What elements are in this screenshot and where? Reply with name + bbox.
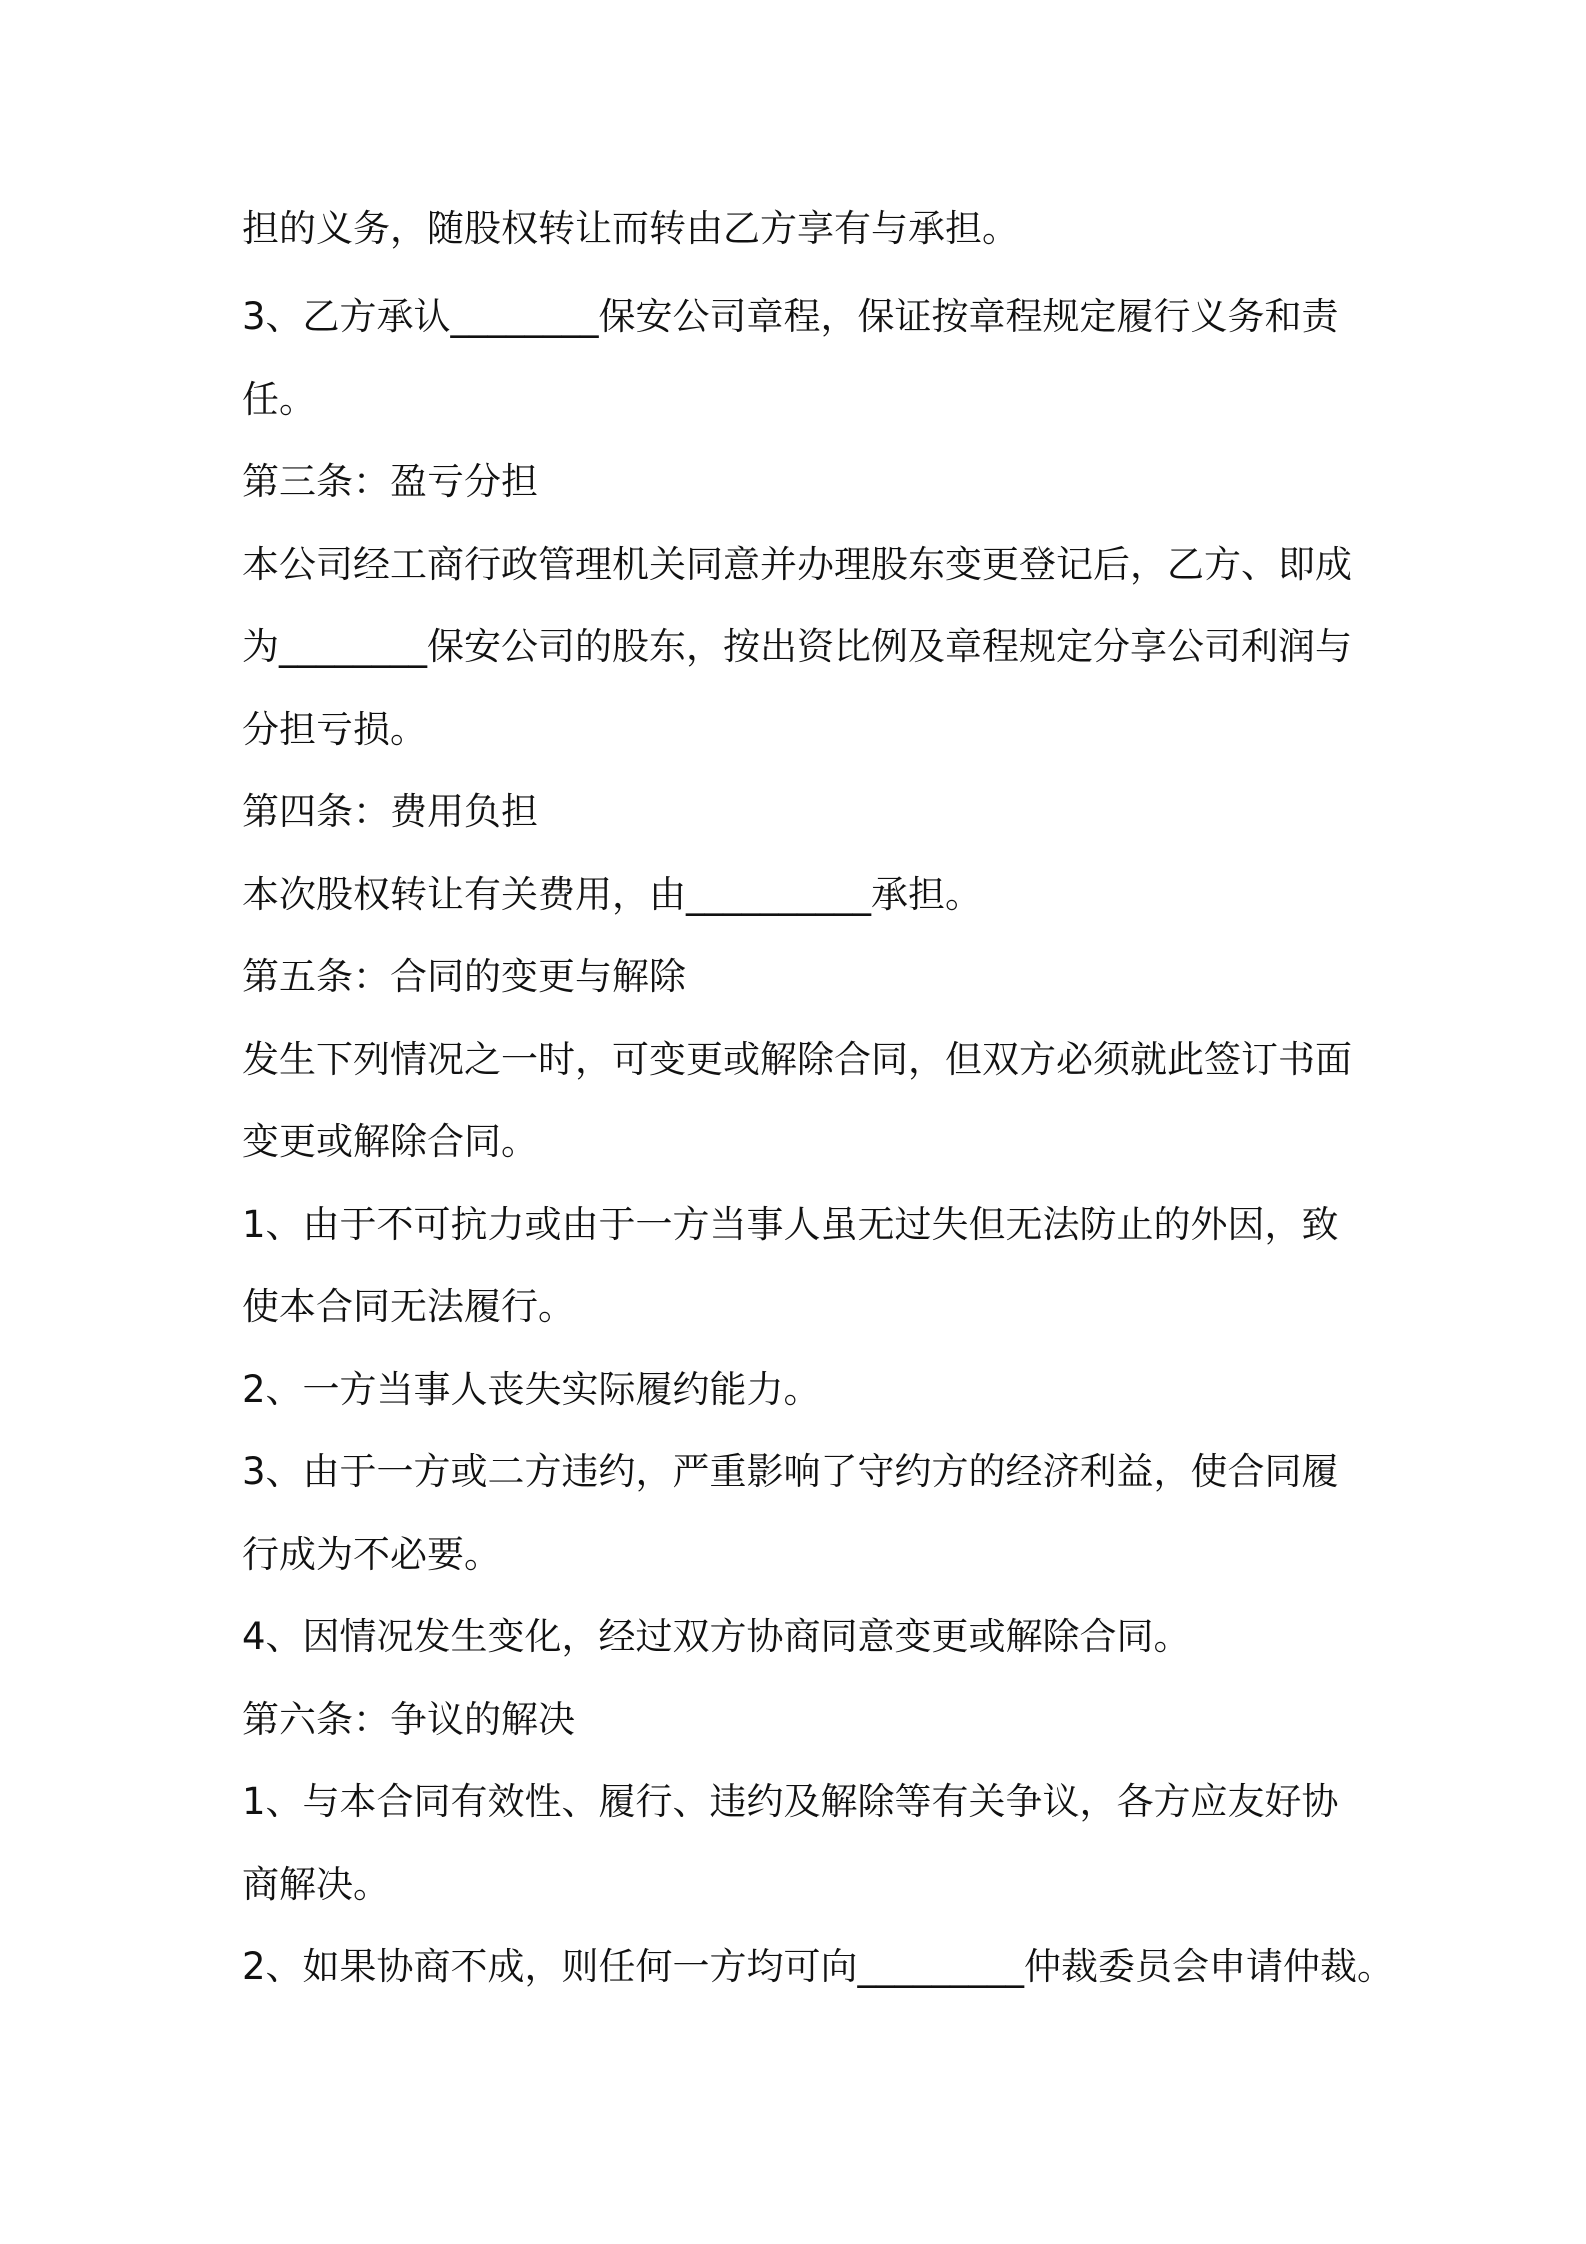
- paragraph-line: 3、由于一方或二方违约，严重影响了守约方的经济利益，使合同履: [242, 1450, 1339, 1493]
- section-heading: 第五条：合同的变更与解除: [242, 955, 686, 998]
- paragraph-line: 3、乙方承认________保安公司章程，保证按章程规定履行义务和责: [242, 295, 1339, 338]
- paragraph-line: 变更或解除合同。: [242, 1120, 538, 1163]
- paragraph-line: 2、如果协商不成，则任何一方均可向_________仲裁委员会申请仲裁。: [242, 1945, 1395, 1988]
- paragraph-line: 分担亏损。: [242, 707, 427, 751]
- paragraph-line: 行成为不必要。: [242, 1532, 501, 1576]
- paragraph-line: 担的义务，随股权转让而转由乙方享有与承担。: [242, 207, 1019, 250]
- paragraph-line: 2、一方当事人丧失实际履约能力。: [242, 1367, 821, 1411]
- paragraph-line: 4、因情况发生变化，经过双方协商同意变更或解除合同。: [242, 1615, 1191, 1658]
- paragraph-line: 本次股权转让有关费用，由__________承担。: [242, 872, 982, 916]
- paragraph-line: 为________保安公司的股东，按出资比例及章程规定分享公司利润与: [242, 625, 1352, 668]
- paragraph-line: 使本合同无法履行。: [242, 1285, 575, 1328]
- paragraph-line: 1、与本合同有效性、履行、违约及解除等有关争议，各方应友好协: [242, 1780, 1339, 1823]
- paragraph-line: 任。: [242, 377, 316, 421]
- paragraph-line: 发生下列情况之一时，可变更或解除合同，但双方必须就此签订书面: [242, 1037, 1352, 1081]
- paragraph-line: 本公司经工商行政管理机关同意并办理股东变更登记后，乙方、即成: [242, 542, 1352, 586]
- paragraph-line: 商解决。: [242, 1862, 390, 1906]
- section-heading: 第三条：盈亏分担: [242, 460, 538, 503]
- section-heading: 第四条：费用负担: [242, 790, 538, 833]
- paragraph-line: 1、由于不可抗力或由于一方当事人虽无过失但无法防止的外因，致: [242, 1202, 1339, 1246]
- section-heading: 第六条：争议的解决: [242, 1697, 575, 1741]
- document-body: [242, 199, 1395, 2020]
